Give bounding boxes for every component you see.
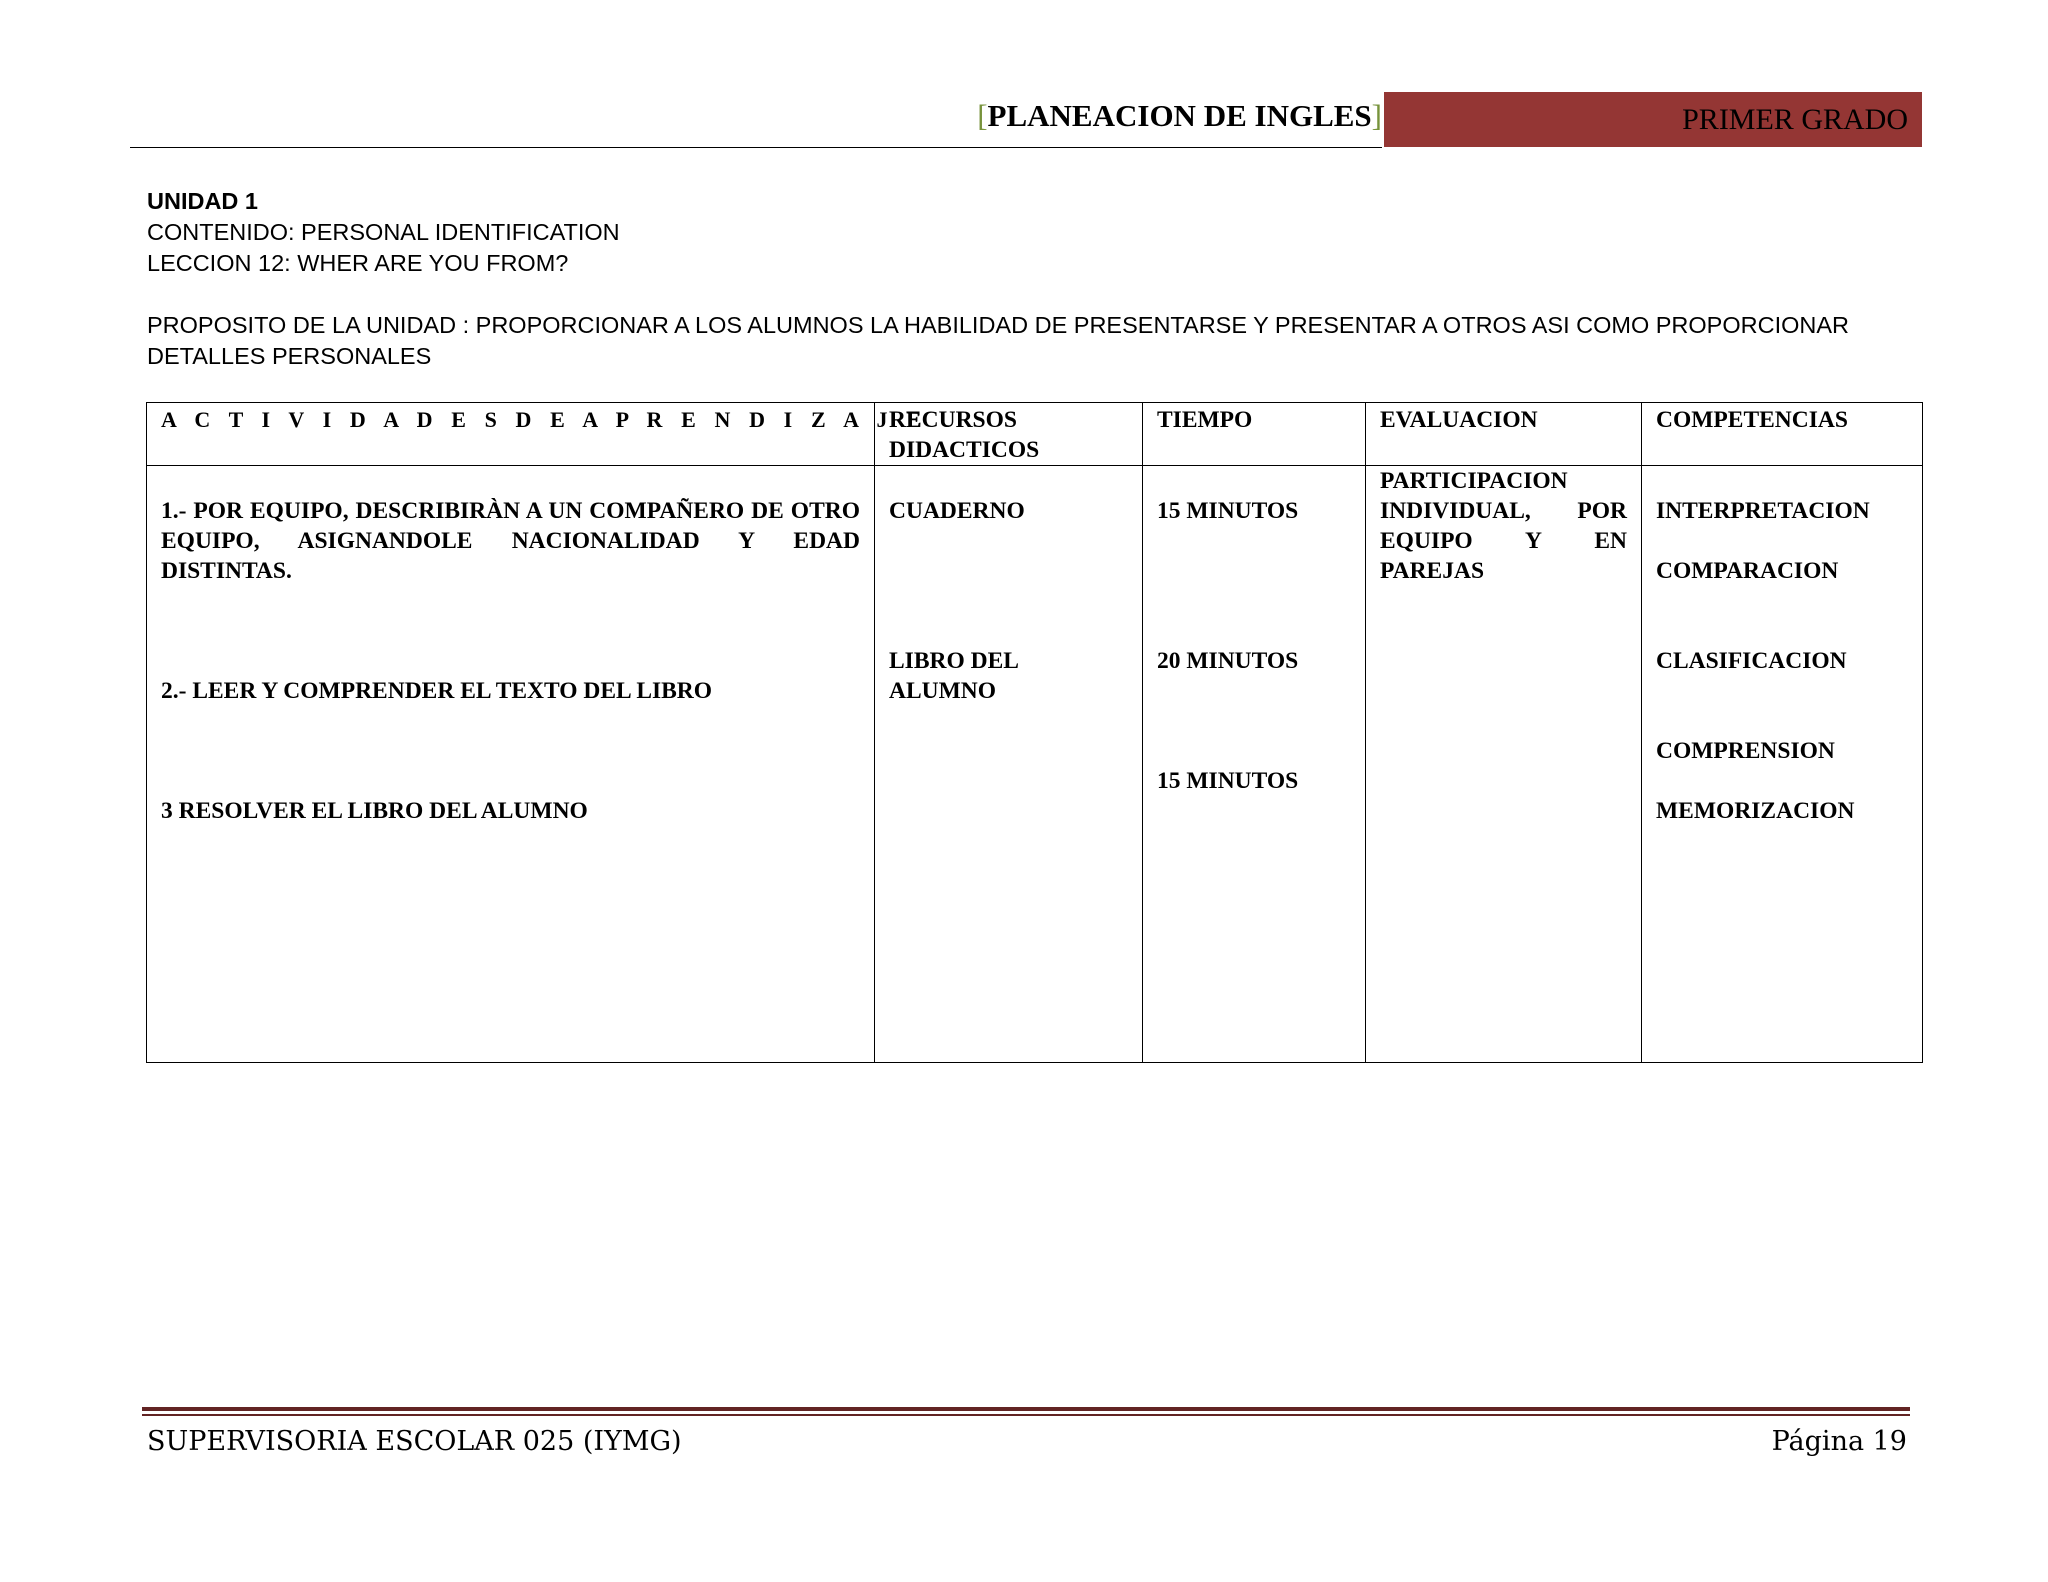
planning-table [146, 402, 1923, 1063]
time-3: 15 MINUTOS [1157, 768, 1299, 794]
header-grade: PRIMER GRADO [1682, 102, 1908, 136]
competency-1: INTERPRETACION [1656, 498, 1870, 524]
lesson-line: LECCION 12: WHER ARE YOU FROM? [147, 250, 569, 276]
table-row [147, 466, 1923, 1063]
competency-4: COMPRENSION [1656, 738, 1835, 764]
header-bracket-open: [ [977, 98, 988, 133]
table-header-row [147, 403, 1923, 466]
header-actividades: A C T I V I D A D E S D E A P R E N D I Z A J E [147, 403, 875, 466]
time-1: 15 MINUTOS [1157, 498, 1299, 524]
time-2: 20 MINUTOS [1157, 648, 1299, 674]
header-tiempo: TIEMPO [1143, 403, 1366, 466]
document-header-title [977, 98, 1382, 134]
footer-rule-thick [142, 1407, 1910, 1411]
header-bracket-close: ] [1371, 98, 1382, 133]
competency-2: COMPARACION [1656, 558, 1839, 584]
content-line: CONTENIDO: PERSONAL IDENTIFICATION [147, 219, 620, 245]
header-title-text: PLANEACION DE INGLES [987, 98, 1372, 133]
page-number: Página 19 [1771, 1426, 1907, 1457]
competency-5: MEMORIZACION [1656, 798, 1855, 824]
competencies-cell [1642, 466, 1923, 1063]
header-rule [130, 147, 1382, 148]
resources-cell [875, 466, 1143, 1063]
footer-left-text: SUPERVISORIA ESCOLAR 025 (IYMG) [147, 1426, 682, 1457]
resource-1: CUADERNO [889, 498, 1025, 524]
footer-rule-thin [142, 1414, 1910, 1416]
times-cell [1143, 466, 1366, 1063]
resource-2: LIBRO DEL ALUMNO [889, 648, 1018, 704]
activity-3: 3 RESOLVER EL LIBRO DEL ALUMNO [161, 798, 588, 824]
evaluation-cell [1366, 466, 1642, 1063]
activity-2: 2.- LEER Y COMPRENDER EL TEXTO DEL LIBRO [161, 678, 713, 704]
activity-1: 1.- POR EQUIPO, DESCRIBIRÀN A UN COMPAÑERO DE OTRO EQUIPO, ASIGNANDOLE NACIONALIDAD Y EDAD DISTINTAS. [161, 498, 860, 584]
activities-cell [147, 466, 875, 1063]
header-evaluacion: EVALUACION [1366, 403, 1642, 466]
unit-title: UNIDAD 1 [147, 188, 258, 214]
competency-3: CLASIFICACION [1656, 648, 1847, 674]
unit-intro [147, 186, 1927, 372]
evaluation-text: PARTICIPACION INDIVIDUAL, POR EQUIPO Y EN PAREJAS [1380, 468, 1627, 584]
header-competencias: COMPETENCIAS [1642, 403, 1923, 466]
header-grade-box [1384, 92, 1922, 147]
header-recursos: RECURSOS DIDACTICOS [875, 403, 1143, 466]
purpose-text: PROPOSITO DE LA UNIDAD : PROPORCIONAR A LOS ALUMNOS LA HABILIDAD DE PRESENTARSE Y PRESENTAR A OTROS ASI COMO PROPORCIONAR DETALLES PERSONALES [147, 312, 1850, 369]
